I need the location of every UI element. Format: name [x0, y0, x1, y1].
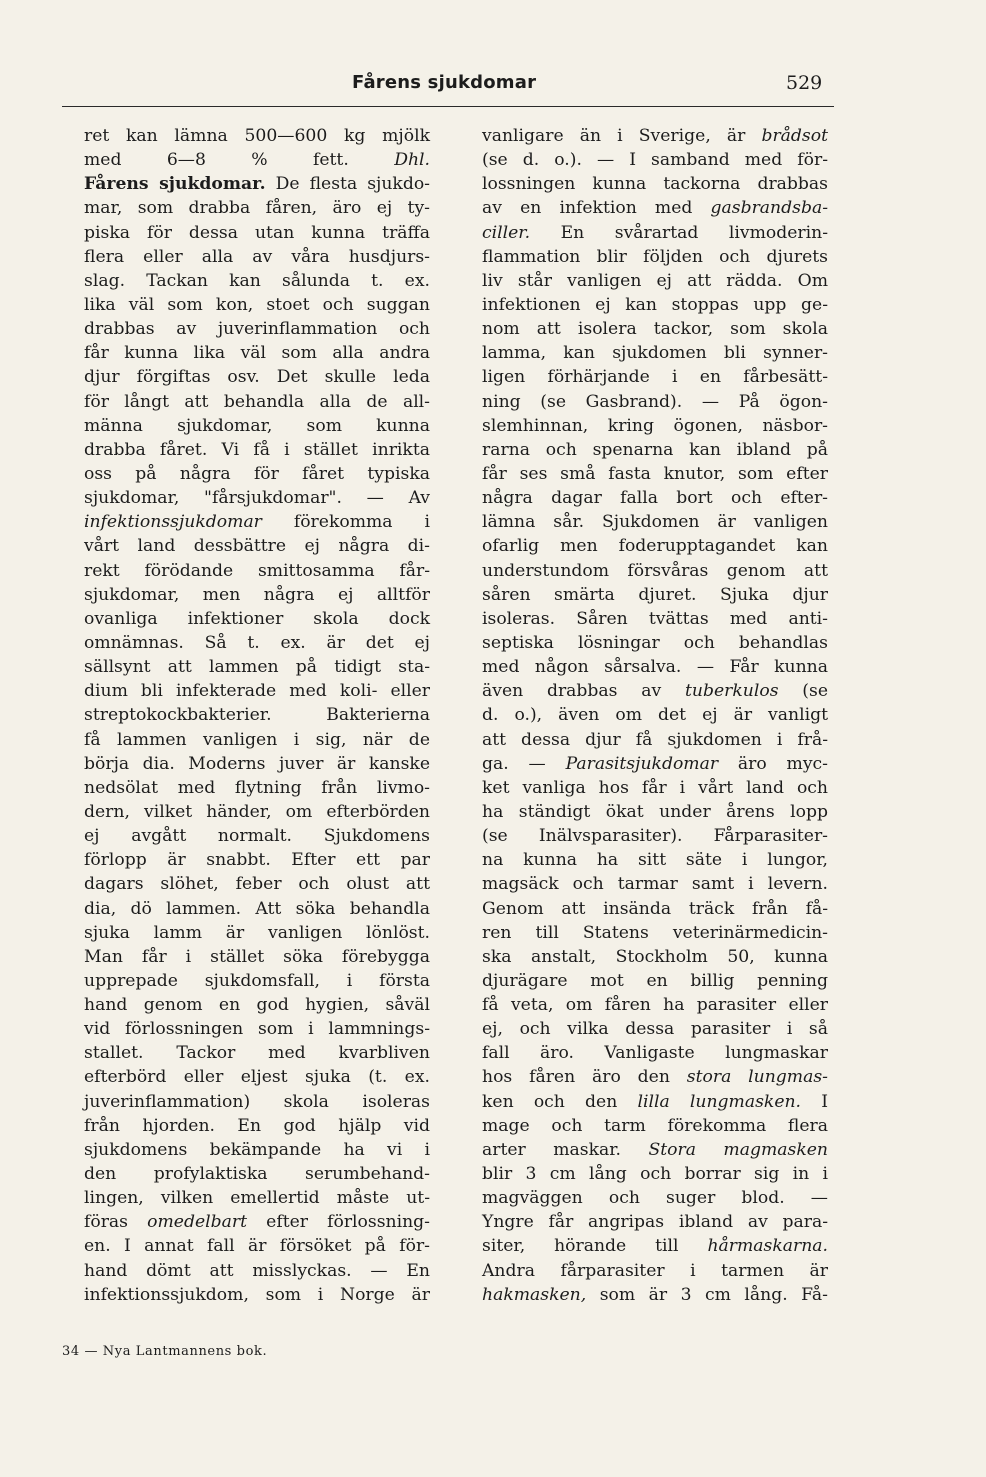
text-line: Andra fårparasiter i tarmen är: [482, 1260, 828, 1281]
text-line: rekt förödande smittosamma får-: [84, 560, 430, 581]
text-line: (se d. o.). — I samband med för-: [482, 150, 828, 171]
text-line: nedsölat med flytning från livmo-: [84, 777, 430, 798]
text-line: få lammen vanligen i sig, när de: [84, 729, 430, 750]
text-line: såren smärta djuret. Sjuka djur: [482, 584, 828, 605]
text-line: sjukdomens bekämpande ha vi i: [84, 1139, 430, 1160]
text-line: siter, hörande till hårmaskarna.: [482, 1236, 828, 1257]
author-signature: Dhl.: [394, 150, 430, 171]
text-line: Genom att insända träck från få-: [482, 898, 828, 919]
text-line: omnämnas. Så t. ex. är det ej: [84, 632, 430, 653]
text-line: ligen förhärjande i en fårbesätt-: [482, 367, 828, 388]
text-line: flera eller alla av våra husdjurs-: [84, 246, 430, 267]
page-number: 529: [786, 72, 823, 94]
text-line: vanligare än i Sverige, är brådsot: [482, 126, 828, 146]
text-line: få veta, om fåren ha parasiter eller: [482, 995, 828, 1016]
text-line: dagars slöhet, feber och olust att: [84, 874, 430, 895]
right-text-column: [482, 124, 828, 1307]
text-line: lika väl som kon, stoet och suggan: [84, 294, 430, 315]
text-line: ket vanliga hos får i vårt land och: [482, 777, 828, 798]
text-line: sjuka lamm är vanligen lönlöst.: [84, 922, 430, 943]
text-line: arter maskar. Stora magmasken: [482, 1139, 828, 1160]
text-line: juverinflammation) skola isoleras: [84, 1091, 430, 1112]
text-line: d. o.), även om det ej är vanligt: [482, 705, 828, 726]
text-line: fall äro. Vanligaste lungmaskar: [482, 1043, 828, 1064]
text-line: att dessa djur få sjukdomen i frå-: [482, 729, 828, 750]
header-rule: [62, 106, 834, 107]
text-line: infektionssjukdomar förekomma i: [84, 512, 430, 533]
text-line: flammation blir följden och djurets: [482, 246, 828, 267]
text-line: vårt land dessbättre ej några di-: [84, 536, 430, 557]
text-line: med 6—8 % fett. Dhl.: [84, 150, 430, 171]
text-line: för långt att behandla alla de all-: [84, 391, 430, 412]
text-line: ha ständigt ökat under årens lopp: [482, 801, 828, 822]
text-line: sällsynt att lammen på tidigt sta-: [84, 657, 430, 678]
text-line: hakmasken, som är 3 cm lång. Få-: [482, 1284, 828, 1305]
text-line: lossningen kunna tackorna drabbas: [482, 174, 828, 195]
text-line: magsäck och tarmar samt i levern.: [482, 874, 828, 895]
text-line: hos fåren äro den stora lungmas-: [482, 1067, 828, 1088]
text-line: med någon sårsalva. — Får kunna: [482, 657, 828, 678]
text-line: drabba fåret. Vi få i stället inrikta: [84, 439, 430, 460]
running-head-title: Fårens sjukdomar: [352, 72, 537, 93]
text-line: liv står vanligen ej att rädda. Om: [482, 270, 828, 291]
text-line: av en infektion med gasbrandsba-: [482, 198, 828, 219]
text-line: vid förlossningen som i lammnings-: [84, 1019, 430, 1040]
text-line: ska anstalt, Stockholm 50, kunna: [482, 946, 828, 967]
text-line: lingen, vilken emellertid måste ut-: [84, 1188, 430, 1209]
footer-note: 34 — Nya Lantmannens bok.: [62, 1344, 268, 1359]
text-line: dia, dö lammen. Att söka behandla: [84, 898, 430, 919]
text-line: lämna sår. Sjukdomen är vanligen: [482, 512, 828, 533]
text-line: ga. — Parasitsjukdomar äro myc-: [482, 753, 828, 774]
text-line: djurägare mot en billig penning: [482, 970, 828, 991]
text-line: Fårens sjukdomar. De flesta sjukdo-: [84, 174, 430, 195]
text-line: efterbörd eller eljest sjuka (t. ex.: [84, 1067, 430, 1088]
text-line: streptokockbakterier. Bakterierna: [84, 705, 430, 726]
text-line: drabbas av juverinflammation och: [84, 319, 430, 340]
text-line: Yngre får angripas ibland av para-: [482, 1212, 828, 1233]
text-line: börja dia. Moderns juver är kanske: [84, 753, 430, 774]
text-line: från hjorden. En god hjälp vid: [84, 1115, 430, 1136]
text-line: septiska lösningar och behandlas: [482, 632, 828, 653]
text-line: mage och tarm förekomma flera: [482, 1115, 828, 1136]
text-line: slag. Tackan kan sålunda t. ex.: [84, 270, 430, 291]
text-line: rarna och spenarna kan ibland på: [482, 439, 828, 460]
text-line: den profylaktiska serumbehand-: [84, 1164, 430, 1185]
text-line: upprepade sjukdomsfall, i första: [84, 970, 430, 991]
text-line: ret kan lämna 500—600 kg mjölk: [84, 126, 430, 146]
text-line: förlopp är snabbt. Efter ett par: [84, 850, 430, 871]
text-line: även drabbas av tuberkulos (se: [482, 681, 828, 702]
text-line: sjukdomar, men några ej alltför: [84, 584, 430, 605]
text-line: isoleras. Såren tvättas med anti-: [482, 608, 828, 629]
text-line: ej avgått normalt. Sjukdomens: [84, 826, 430, 847]
text-line: mar, som drabba fåren, äro ej ty-: [84, 198, 430, 219]
text-line: hand genom en god hygien, såväl: [84, 995, 430, 1016]
text-line: en. I annat fall är försöket på för-: [84, 1236, 430, 1257]
text-line: magväggen och suger blod. —: [482, 1188, 828, 1209]
text-line: piska för dessa utan kunna träffa: [84, 222, 430, 243]
text-line: oss på några för fåret typiska: [84, 463, 430, 484]
text-line: slemhinnan, kring ögonen, näsbor-: [482, 415, 828, 436]
text-line: får kunna lika väl som alla andra: [84, 343, 430, 364]
text-line: ciller. En svårartad livmoderin-: [482, 222, 828, 243]
text-line: infektionen ej kan stoppas upp ge-: [482, 294, 828, 315]
text-line: får ses små fasta knutor, som efter: [482, 463, 828, 484]
text-line: föras omedelbart efter förlossning-: [84, 1212, 430, 1233]
text-line: nom att isolera tackor, som skola: [482, 319, 828, 340]
text-line: ren till Statens veterinärmedicin-: [482, 922, 828, 943]
text-line: ken och den lilla lungmasken. I: [482, 1091, 828, 1112]
text-line: sjukdomar, "fårsjukdomar". — Av: [84, 488, 430, 509]
text-line: männa sjukdomar, som kunna: [84, 415, 430, 436]
text-line: dern, vilket händer, om efterbörden: [84, 801, 430, 822]
text-line: blir 3 cm lång och borrar sig in i: [482, 1164, 828, 1185]
text-line: infektionssjukdom, som i Norge är: [84, 1284, 430, 1305]
left-text-column: [84, 124, 430, 1307]
text-line: ning (se Gasbrand). — På ögon-: [482, 391, 828, 412]
text-line: Man får i stället söka förebygga: [84, 946, 430, 967]
text-line: ofarlig men foderupptagandet kan: [482, 536, 828, 557]
text-line: (se Inälvsparasiter). Fårparasiter-: [482, 826, 828, 847]
text-line: ej, och vilka dessa parasiter i så: [482, 1019, 828, 1040]
text-line: na kunna ha sitt säte i lungor,: [482, 850, 828, 871]
text-line: stallet. Tackor med kvarbliven: [84, 1043, 430, 1064]
text-line: hand dömt att misslyckas. — En: [84, 1260, 430, 1281]
text-line: understundom försvåras genom att: [482, 560, 828, 581]
text-line: några dagar falla bort och efter-: [482, 488, 828, 509]
text-line: dium bli infekterade med koli- eller: [84, 681, 430, 702]
text-line: lamma, kan sjukdomen bli synner-: [482, 343, 828, 364]
text-line: djur förgiftas osv. Det skulle leda: [84, 367, 430, 388]
text-line: ovanliga infektioner skola dock: [84, 608, 430, 629]
